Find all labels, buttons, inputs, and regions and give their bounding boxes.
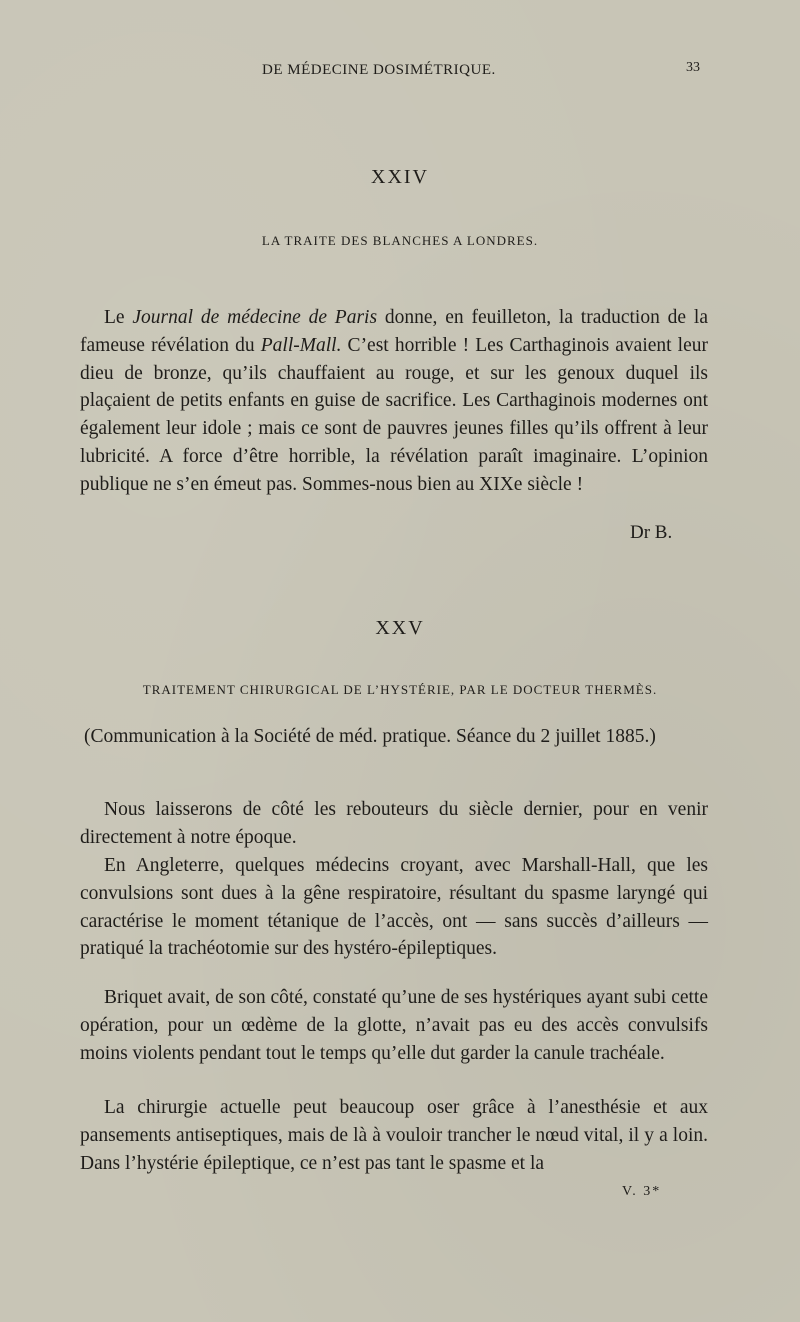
paragraph-xxv-1: [80, 796, 708, 852]
paragraph-xxv-4: [80, 1094, 708, 1177]
paragraph-text: Le: [104, 307, 133, 328]
section-title-xxiv: LA TRAITE DES BLANCHES A LONDRES.: [261, 233, 539, 248]
section-number-xxv: XXV: [375, 617, 425, 639]
newspaper-title: Pall-Mall.: [260, 334, 342, 356]
running-title: DE MÉDECINE DOSIMÉTRIQUE.: [262, 62, 496, 78]
paragraph-xxiv: [80, 304, 708, 499]
paragraph-text: C’est horrible ! Les Carthaginois avaient leur dieu de bronze, qu’ils chauffaient au rouge, et sur les genoux duquel ils plaçaient de petits enfants en guise de sacrifice. Les Carthaginois modernes ont également leur idole ; mais ce sont de pauvres jeunes filles qu’ils offrent à leur lubricité. A force d’être horrible, la révélation paraît imaginaire. L’opinion publique ne s’en émeut pas. Sommes-nous bien au XIXe siècle !: [80, 334, 708, 495]
paragraph-text: En Angleterre, quelques médecins croyant, avec Marshall-Hall, que les convulsions sont dues à la gêne respiratoire, résultant du spasme laryngé qui caractérise le moment tétanique de l’accès, ont — sans succès d’ailleurs — pratiqué la trachéotomie sur des hystéro-épileptiques.: [80, 855, 708, 960]
paragraph-text: Nous laisserons de côté les rebouteurs du siècle dernier, pour en venir directement à notre époque.: [80, 799, 708, 848]
section-title-xxv: TRAITEMENT CHIRURGICAL DE L’HYSTÉRIE, PAR LE DOCTEUR THERMÈS.: [142, 682, 658, 697]
paragraph-text: La chirurgie actuelle peut beaucoup oser grâce à l’anesthésie et aux pansements antiseptiques, mais de là à vouloir trancher le nœud vital, il y a loin. Dans l’hystérie épileptique, ce n’est pas tant le spasme et la: [80, 1097, 708, 1174]
page-number: 33: [686, 60, 700, 75]
paragraph-text: Briquet avait, de son côté, constaté qu’une de ses hystériques ayant subi cette opération, pour un œdème de la glotte, n’avait pas eu des accès convulsifs moins violents pendant tout le temps qu’elle dut garder la canule trachéale.: [80, 987, 708, 1064]
signature-mark: V. 3*: [622, 1184, 662, 1199]
paragraph-xxv-2: [80, 852, 708, 963]
section-number-xxiv: XXIV: [371, 166, 429, 188]
paragraph-text: donne, en feuilleton, la traduction de la fameuse révélation du: [80, 307, 708, 356]
communication-note: (Communication à la Société de méd. pratique. Séance du 2 juillet 1885.): [84, 726, 656, 747]
author-signature: Dr B.: [630, 522, 673, 543]
journal-title: Journal de médecine de Paris: [132, 307, 378, 328]
paragraph-xxv-3: [80, 984, 708, 1067]
